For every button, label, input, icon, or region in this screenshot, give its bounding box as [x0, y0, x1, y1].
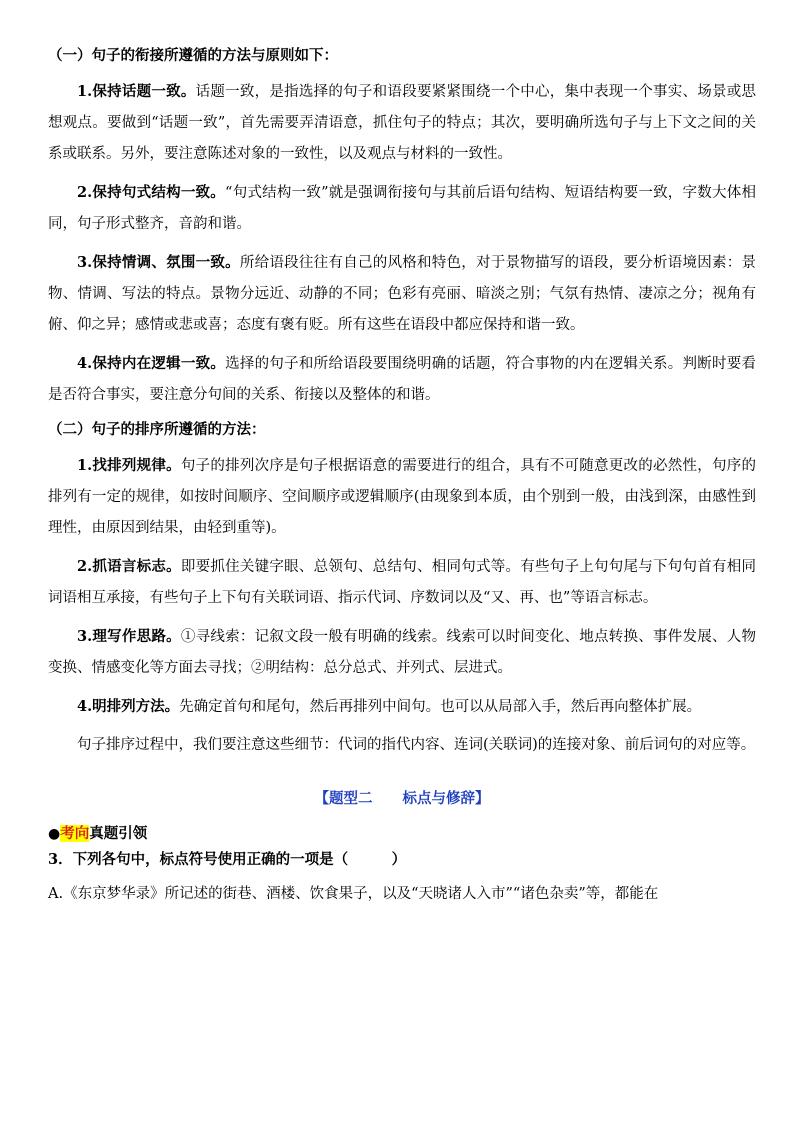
- type-title-right: 标点与修辞】: [402, 790, 490, 807]
- section2-item-2: [48, 551, 756, 614]
- section1-item-1: [48, 76, 756, 170]
- type-title-left: 【题型二: [314, 790, 373, 807]
- item-title: 4.明排列方法。: [77, 698, 180, 715]
- section1-item-2: [48, 177, 756, 240]
- bullet-icon: ●: [48, 826, 61, 842]
- item-title: 3.理写作思路。: [77, 628, 181, 645]
- item-text: 选择的句子和所给语段要围绕明确的话题，符合事物的内在逻辑关系。判断时要看是否符合事实，要注意分句间的关系、衔接以及整体的和谐。: [48, 356, 757, 403]
- item-text: 句子的排列次序是句子根据语意的需要进行的组合，具有不可随意更改的必然性，句序的排列有一定的规律，如按时间顺序、空间顺序或逻辑顺序(由现象到本质，由个别到一般，由浅到深，由感性到理性，由原因到结果，由轻到重等)。: [48, 458, 756, 536]
- item-text: 所给语段往往有自己的风格和特色，对于景物描写的语段，要分析语境因素：景物、情调、写法的特点。景物分远近、动静的不同；色彩有亮丽、暗淡之别；气氛有热情、凄凉之分；视角有俯、仰之异；感情或悲或喜；态度有褒有贬。所有这些在语段中都应保持和谐一致。: [48, 255, 757, 333]
- question-stem: 3．下列各句中，标点符号使用正确的一项是（ ）: [48, 851, 407, 868]
- item-title: 3.保持情调、氛围一致。: [77, 254, 240, 271]
- item-text: 先确定首句和尾句，然后再排列中间句。也可以从局部入手，然后再向整体扩展。: [179, 699, 702, 715]
- section1-item-3: [48, 247, 756, 341]
- item-title: 2.抓语言标志。: [77, 558, 181, 575]
- item-title: 2.保持句式结构一致。: [77, 184, 226, 201]
- section2-item-3: [48, 621, 756, 684]
- section2-closing: 句子排序过程中，我们要注意这些细节：代词的指代内容、连词(关联词)的连接对象、前后词句的对应等。: [77, 737, 756, 753]
- section1-heading: （一）句子的衔接所遵循的方法与原则如下：: [48, 47, 338, 64]
- option-a: A.《东京梦华录》所记述的街巷、酒楼、饮食果子，以及“天晓诸人入市”“诸色杂卖”等，都能在: [48, 886, 659, 902]
- question-type-title: [48, 787, 756, 811]
- item-text: ①寻线索：记叙文段一般有明确的线索。线索可以时间变化、地点转换、事件发展、人物变换、情感变化等方面去寻找；②明结构：总分总式、并列式、层进式。: [48, 629, 756, 676]
- item-text: 即要抓住关键字眼、总领句、总结句、相同句式等。有些句子上句句尾与下句句首有相同词语相互承接，有些句子上下句有关联词语、指示代词、序数词以及“又、再、也”等语言标志。: [48, 559, 756, 606]
- kaoxiang-heading: [48, 821, 756, 847]
- section2-item-4: [48, 691, 756, 723]
- kaoxiang-label: 真题引领: [89, 825, 148, 842]
- section2-heading: （二）句子的排序所遵循的方法：: [48, 421, 266, 438]
- section2-item-1: [48, 450, 756, 544]
- item-title: 1.找排列规律。: [77, 457, 181, 474]
- document-page: [48, 44, 756, 910]
- item-title: 4.保持内在逻辑一致。: [77, 355, 226, 372]
- item-text: “句式结构一致”就是强调衔接句与其前后语句结构、短语结构要一致，字数大体相同，句子形式整齐，音韵和谐。: [48, 185, 757, 232]
- item-text: 话题一致，是指选择的句子和语段要紧紧围绕一个中心，集中表现一个事实、场景或思想观点。要做到“话题一致”，首先需要弄清语意，抓住句子的特点；其次，要明确所选句子与上下文之间的关系或联系。另外，要注意陈述对象的一致性，以及观点与材料的一致性。: [48, 84, 756, 162]
- section1-item-4: [48, 348, 756, 411]
- item-title: 1.保持话题一致。: [77, 83, 196, 100]
- kaoxiang-highlight: 考向: [60, 825, 90, 842]
